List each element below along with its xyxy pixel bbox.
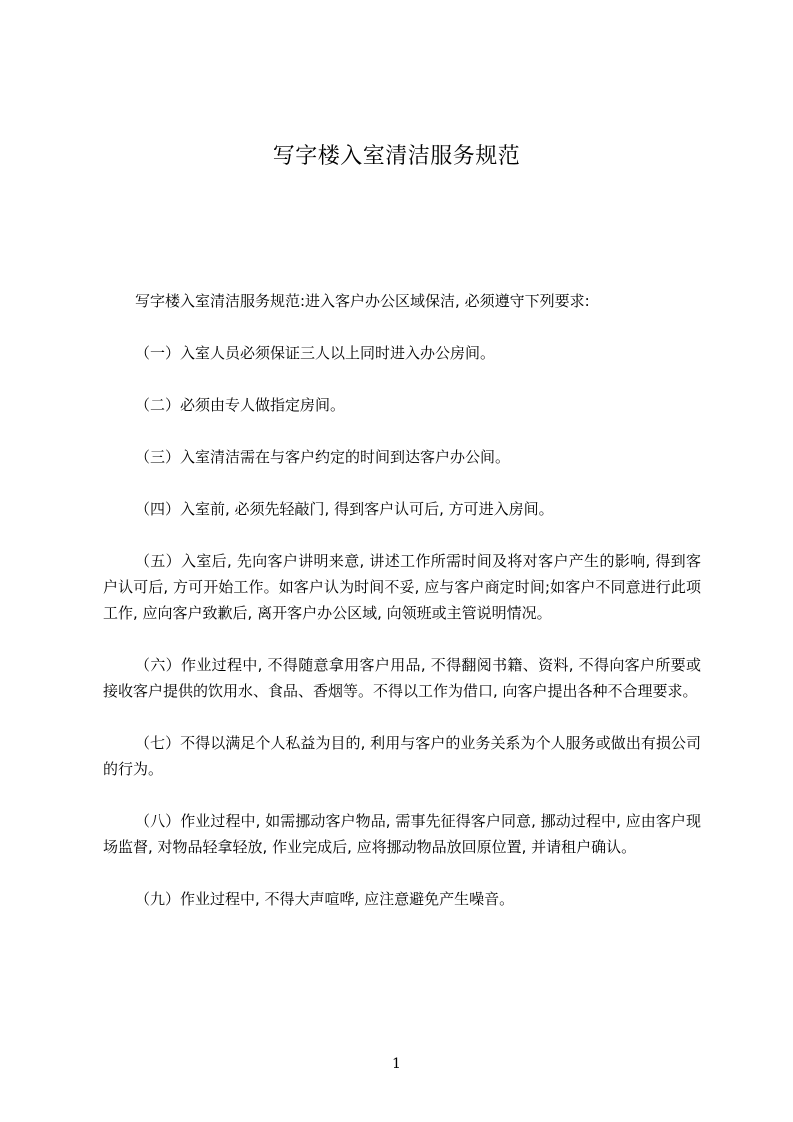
document-body: [103, 288, 701, 912]
rule-item-8: （八）作业过程中, 如需挪动客户物品, 需事先征得客户同意, 挪动过程中, 应由客户现场监督, 对物品轻拿轻放, 作业完成后, 应将挪动物品放回原位置, 并请租户确认。: [103, 812, 701, 856]
rule-item-3: （三）入室清洁需在与客户约定的时间到达客户办公间。: [135, 448, 511, 466]
rule-item-6: （六）作业过程中, 不得随意拿用客户用品, 不得翻阅书籍、资料, 不得向客户所要或接收客户提供的饮用水、食品、香烟等。不得以工作为借口, 向客户提出各种不合理要求。: [103, 656, 701, 700]
rule-item-1: （一）入室人员必须保证三人以上同时进入办公房间。: [135, 344, 496, 362]
rule-item-7: （七）不得以满足个人私益为目的, 利用与客户的业务关系为个人服务或做出有损公司的行为。: [103, 734, 701, 778]
intro-paragraph: 写字楼入室清洁服务规范:进入客户办公区域保洁, 必须遵守下列要求:: [135, 292, 590, 310]
page-number: 1: [392, 1056, 401, 1072]
rule-item-4: （四）入室前, 必须先轻敲门, 得到客户认可后, 方可进入房间。: [135, 500, 554, 518]
rule-item-9: （九）作业过程中, 不得大声喧哗, 应注意避免产生噪音。: [135, 890, 515, 908]
rule-item-5: （五）入室后, 先向客户讲明来意, 讲述工作所需时间及将对客户产生的影响, 得到客户认可后, 方可开始工作。如客户认为时间不妥, 应与客户商定时间;如客户不同意进行此项工作, 应向客户致歉后, 离开客户办公区域, 向领班或主管说明情况。: [103, 552, 701, 622]
rule-item-2: （二）必须由专人做指定房间。: [135, 396, 346, 414]
document-title: 写字楼入室清洁服务规范: [272, 144, 521, 169]
